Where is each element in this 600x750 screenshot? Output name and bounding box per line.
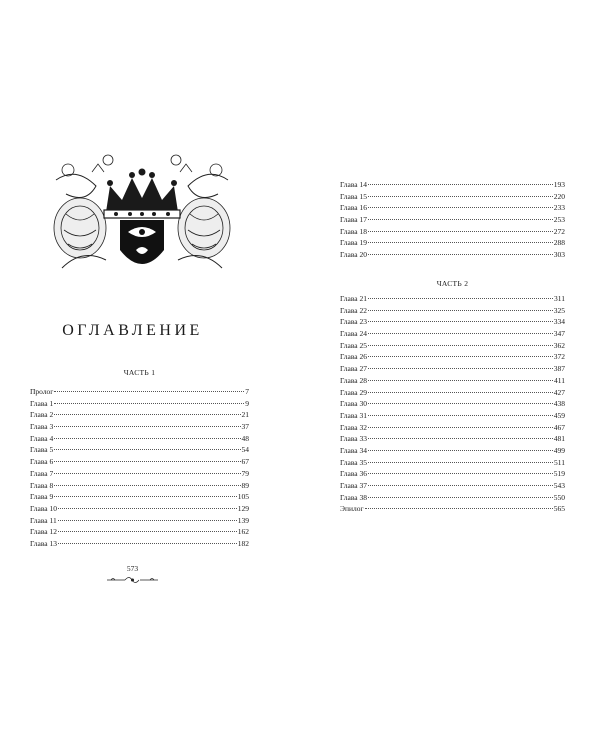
toc-entry-page: 272: [553, 226, 565, 236]
toc-entry-label: Глава 4: [30, 433, 54, 443]
toc-entry-label: Глава 34: [340, 445, 367, 455]
toc-entry-page: 411: [554, 375, 565, 385]
toc-entry: [340, 480, 565, 492]
toc-entry-label: Глава 33: [340, 434, 367, 444]
dot-leader: [368, 184, 553, 185]
toc-entry-label: Глава 16: [340, 203, 367, 213]
toc-entry-page: 387: [553, 364, 565, 374]
dot-leader: [58, 520, 237, 521]
toc-entry: [30, 421, 249, 433]
toc-entry-label: Глава 21: [340, 294, 367, 303]
toc-entry: [340, 340, 565, 352]
toc-entry-page: 362: [553, 340, 565, 350]
toc-entry-label: Глава 18: [340, 226, 367, 236]
toc-entry-page: 467: [553, 422, 565, 432]
dot-leader: [368, 345, 553, 346]
toc-entry: [30, 491, 249, 503]
toc-entry: [340, 468, 565, 480]
toc-entry-page: 565: [553, 504, 565, 514]
toc-entry-page: 220: [553, 191, 565, 201]
page-number: 573: [126, 564, 139, 573]
toc-entry-page: 438: [553, 399, 565, 409]
toc-entry: [30, 386, 249, 398]
toc-entry-label: Глава 26: [340, 352, 367, 362]
toc-entry-label: Глава 17: [340, 215, 367, 225]
toc-entry-page: 48: [241, 433, 249, 443]
toc-entry-label: Эпилог: [340, 504, 364, 514]
dot-leader: [54, 473, 240, 474]
toc-entry-label: Глава 28: [340, 375, 367, 385]
dot-leader: [368, 356, 553, 357]
dot-leader: [368, 427, 553, 428]
dot-leader: [54, 438, 240, 439]
toc-entry-page: 54: [241, 445, 249, 455]
part-2-heading: ЧАСТЬ 2: [436, 279, 469, 288]
toc-entry: [340, 445, 565, 457]
toc-entry-page: 162: [237, 527, 249, 537]
toc-entry: [340, 492, 565, 504]
toc-entry: [30, 503, 249, 515]
toc-entry-page: 193: [553, 180, 565, 189]
toc-entry: [340, 249, 565, 261]
toc-entry-label: Глава 7: [30, 468, 54, 478]
toc-entry-page: 427: [553, 387, 565, 397]
dot-leader: [58, 531, 237, 532]
toc-entry-label: Глава 10: [30, 503, 57, 513]
toc-entry-label: Глава 3: [30, 422, 54, 432]
toc-entry-page: 233: [553, 203, 565, 213]
dot-leader: [54, 391, 244, 392]
toc-entry: [340, 191, 565, 203]
toc-entry-label: Глава 9: [30, 492, 54, 502]
dot-leader: [368, 310, 553, 311]
table-of-contents-title: ОГЛАВЛЕНИЕ: [62, 322, 203, 339]
toc-entry: [340, 237, 565, 249]
toc-entry-page: 288: [553, 238, 565, 248]
toc-entry-label: Пролог: [30, 387, 54, 396]
toc-entry: [340, 422, 565, 434]
toc-entry: [30, 398, 249, 410]
dot-leader: [54, 449, 240, 450]
toc-entry: [30, 409, 249, 421]
dot-leader: [368, 450, 553, 451]
toc-entry-page: 139: [237, 515, 249, 525]
toc-entry-page: 9: [245, 398, 249, 408]
toc-entry: [340, 351, 565, 363]
dot-leader: [368, 497, 553, 498]
toc-entry-label: Глава 38: [340, 492, 367, 502]
toc-entry: [30, 538, 249, 550]
toc-entry: [30, 433, 249, 445]
toc-entry-label: Глава 6: [30, 457, 54, 467]
toc-entry-label: Глава 36: [340, 469, 367, 479]
toc-entry-label: Глава 30: [340, 399, 367, 409]
toc-entry-label: Глава 1: [30, 398, 54, 408]
toc-entry-label: Глава 2: [30, 410, 54, 420]
part-1-heading: ЧАСТЬ 1: [123, 368, 156, 377]
toc-entry-page: 37: [241, 422, 249, 432]
toc-entry: [340, 226, 565, 238]
toc-entry-page: 511: [554, 457, 565, 467]
dot-leader: [54, 426, 240, 427]
toc-entry-label: Глава 11: [30, 515, 57, 525]
toc-entry-page: 372: [553, 352, 565, 362]
dot-leader: [368, 219, 553, 220]
toc-entry-label: Глава 37: [340, 481, 367, 490]
dot-leader: [368, 392, 553, 393]
toc-list-part-2: [340, 293, 565, 515]
dot-leader: [368, 380, 553, 381]
toc-entry: [340, 179, 565, 191]
toc-entry-page: 303: [553, 250, 565, 260]
toc-entry-page: 67: [241, 457, 249, 467]
toc-entry-label: Глава 5: [30, 445, 54, 455]
dot-leader: [54, 496, 237, 497]
toc-entry-page: 79: [241, 468, 249, 478]
toc-entry: [340, 305, 565, 317]
toc-list-part-1: [30, 386, 249, 550]
toc-entry-page: 129: [237, 503, 249, 513]
toc-entry-label: Глава 29: [340, 387, 367, 397]
toc-entry-label: Глава 27: [340, 364, 367, 374]
toc-entry: [340, 387, 565, 399]
dot-leader: [368, 298, 553, 299]
toc-entry-label: Глава 25: [340, 340, 367, 350]
toc-entry-page: 543: [553, 481, 565, 490]
toc-entry-page: 89: [241, 480, 249, 490]
toc-entry: [30, 456, 249, 468]
toc-entry: [340, 375, 565, 387]
toc-entry: [340, 363, 565, 375]
toc-entry-label: Глава 23: [340, 317, 367, 327]
toc-entry-label: Глава 13: [30, 538, 57, 548]
dot-leader: [368, 321, 553, 322]
toc-entry: [340, 410, 565, 422]
dot-leader: [368, 333, 553, 334]
ornamental-flourish-icon: [105, 575, 160, 585]
dot-leader: [368, 207, 553, 208]
toc-entry-label: Глава 35: [340, 457, 367, 467]
toc-entry: [340, 214, 565, 226]
toc-entry-page: 481: [553, 434, 565, 444]
toc-entry-label: Глава 14: [340, 180, 367, 189]
toc-entry-label: Глава 32: [340, 422, 367, 432]
toc-entry-label: Глава 20: [340, 250, 367, 260]
toc-entry-label: Глава 8: [30, 480, 54, 490]
dot-leader: [368, 403, 553, 404]
toc-entry-page: 550: [553, 492, 565, 502]
toc-entry: [30, 444, 249, 456]
toc-entry-page: 347: [553, 329, 565, 339]
toc-entry: [30, 468, 249, 480]
toc-entry: [30, 480, 249, 492]
dot-leader: [368, 231, 553, 232]
right-page: [300, 0, 600, 750]
toc-entry-page: 21: [241, 410, 249, 420]
toc-entry: [340, 202, 565, 214]
toc-list-part-1-continued: [340, 179, 565, 261]
toc-entry-page: 311: [554, 294, 565, 303]
toc-entry: [340, 433, 565, 445]
toc-entry: [30, 526, 249, 538]
dot-leader: [368, 242, 553, 243]
dot-leader: [368, 473, 553, 474]
dot-leader: [58, 543, 237, 544]
toc-entry: [340, 328, 565, 340]
dot-leader: [368, 254, 553, 255]
toc-entry-page: 325: [553, 305, 565, 315]
dot-leader: [54, 461, 240, 462]
toc-entry-label: Глава 24: [340, 329, 367, 339]
dot-leader: [368, 368, 553, 369]
toc-entry-page: 459: [553, 410, 565, 420]
toc-entry: [340, 316, 565, 328]
crown-crest-icon: [48, 150, 236, 278]
toc-entry-page: 182: [237, 538, 249, 548]
toc-entry-page: 334: [553, 317, 565, 327]
toc-entry: [340, 398, 565, 410]
toc-entry: [340, 457, 565, 469]
toc-entry: [30, 515, 249, 527]
dot-leader: [54, 414, 240, 415]
dot-leader: [368, 485, 553, 486]
dot-leader: [368, 438, 553, 439]
dot-leader: [365, 508, 553, 509]
dot-leader: [368, 196, 553, 197]
toc-entry-page: 253: [553, 215, 565, 225]
toc-entry-label: Глава 15: [340, 191, 367, 201]
toc-entry-label: Глава 22: [340, 305, 367, 315]
toc-entry-page: 499: [553, 445, 565, 455]
dot-leader: [54, 403, 244, 404]
dot-leader: [54, 485, 240, 486]
dot-leader: [368, 462, 553, 463]
toc-entry-label: Глава 12: [30, 527, 57, 537]
toc-entry-label: Глава 31: [340, 410, 367, 420]
dot-leader: [58, 508, 237, 509]
toc-entry-label: Глава 19: [340, 238, 367, 248]
toc-entry: [340, 293, 565, 305]
toc-entry-page: 105: [237, 492, 249, 502]
toc-entry-page: 519: [553, 469, 565, 479]
toc-entry-page: 7: [245, 387, 249, 396]
toc-entry: [340, 503, 565, 515]
dot-leader: [368, 415, 553, 416]
